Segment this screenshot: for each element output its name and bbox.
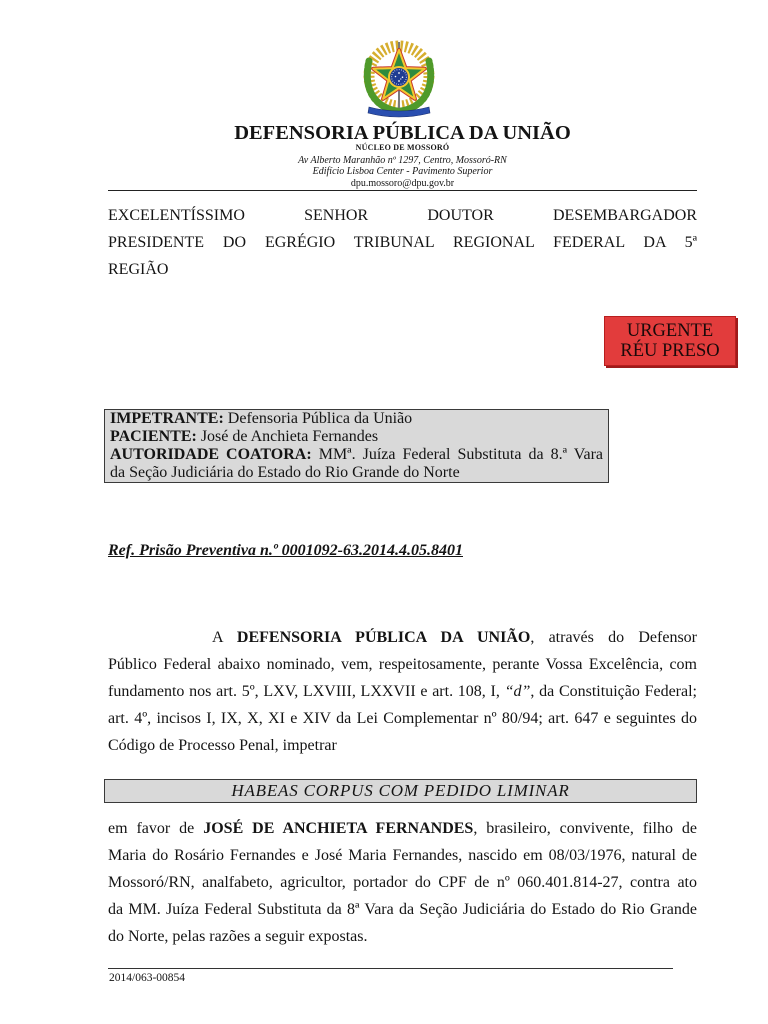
document-number: 2014/063-00854 (109, 972, 186, 984)
impetrante-label: IMPETRANTE: (110, 410, 224, 427)
patient-name-bold: JOSÉ DE ANCHIETA FERNANDES (203, 820, 474, 837)
paragraph-line (108, 923, 697, 950)
autoridade-line (110, 446, 603, 464)
text-run: em favor de (108, 820, 204, 837)
paciente-label: PACIENTE: (110, 428, 197, 445)
institution-name-bold: DEFENSORIA PÚBLICA DA UNIÃO (236, 629, 531, 646)
paragraph-line (108, 705, 697, 732)
paciente-line (110, 428, 603, 446)
email-address: dpu.mossoro@dpu.gov.br (350, 178, 455, 189)
text-run: , da Constituição Federal; (530, 683, 698, 700)
qualification-paragraph (108, 815, 697, 950)
reference-line: Ref. Prisão Preventiva n.º 0001092-63.2014.4.05.8401 (108, 542, 463, 559)
autoridade-line-cont: da Seção Judiciária do Estado do Rio Grande do Norte (110, 464, 460, 481)
addressee-line: EXCELENTÍSSIMO SENHOR DOUTOR DESEMBARGADOR (108, 207, 697, 224)
text-run: Mossoró/RN, analfabeto, agricultor, portador do CPF de nº 060.401.814-27, contra ato (108, 874, 697, 891)
text-run: art. 4º, incisos I, IX, X, XI e XIV da Lei Complementar nº 80/94; art. 647 e seguintes do (108, 710, 697, 727)
paciente-value: José de Anchieta Fernandes (200, 428, 379, 445)
paragraph-line (108, 651, 697, 678)
autoridade-label: AUTORIDADE COATORA: (110, 446, 312, 463)
petition-title: HABEAS CORPUS COM PEDIDO LIMINAR (231, 781, 570, 800)
urgent-badge-line2: RÉU PRESO (620, 341, 720, 361)
paragraph-line (108, 732, 697, 759)
parties-box (104, 409, 609, 483)
urgent-badge (604, 316, 736, 366)
emblem-sky-disc (389, 67, 409, 87)
addressee-block (108, 202, 697, 283)
text-run: da MM. Juíza Federal Substituta da 8ª Vara da Seção Judiciária do Estado do Rio Grande (108, 901, 697, 918)
impetrante-line (110, 410, 603, 428)
paragraph-line (108, 869, 697, 896)
addressee-line: REGIÃO (108, 261, 169, 278)
text-run: A (212, 629, 237, 646)
addressee-line: PRESIDENTE DO EGRÉGIO TRIBUNAL REGIONAL FEDERAL DA 5ª (108, 234, 697, 251)
text-run: Maria do Rosário Fernandes e José Maria Fernandes, nascido em 08/03/1976, natural de (108, 847, 697, 864)
paragraph-line (108, 896, 697, 923)
text-run: do Norte, pelas razões a seguir expostas. (108, 928, 368, 945)
paragraph-line (108, 842, 697, 869)
text-run: Código de Processo Penal, impetrar (108, 737, 337, 754)
autoridade-value: MMª. Juíza Federal Substituta da 8.ª Vara (318, 446, 604, 463)
header-divider (108, 190, 697, 191)
urgent-badge-line1: URGENTE (626, 321, 714, 341)
institution-title: DEFENSORIA PÚBLICA DA UNIÃO (234, 122, 571, 144)
impetrante-value: Defensoria Pública da União (227, 410, 413, 427)
habeas-corpus-title-bar (104, 779, 697, 803)
brazil-coat-of-arms-emblem (357, 39, 441, 119)
text-run: Público Federal abaixo nominado, vem, respeitosamente, perante Vossa Excelência, com (108, 656, 697, 673)
text-run: fundamento nos art. 5º, LXV, LXVIII, LXXVII e art. 108, I, (108, 683, 505, 700)
text-run: , através do Defensor (530, 629, 697, 646)
text-run: , brasileiro, convivente, filho de (473, 820, 698, 837)
address-line: Av Alberto Maranhão nº 1297, Centro, Mossoró-RN (298, 155, 507, 166)
intro-paragraph (108, 624, 697, 759)
building-line: Edifício Lisboa Center - Pavimento Superior (312, 166, 493, 177)
paragraph-line (108, 624, 697, 651)
paragraph-line (108, 815, 697, 842)
italic-run: “d” (504, 683, 531, 700)
paragraph-line (108, 678, 697, 705)
unit-name: NÚCLEO DE MOSSORÓ (355, 143, 450, 152)
footer-divider (108, 968, 673, 969)
